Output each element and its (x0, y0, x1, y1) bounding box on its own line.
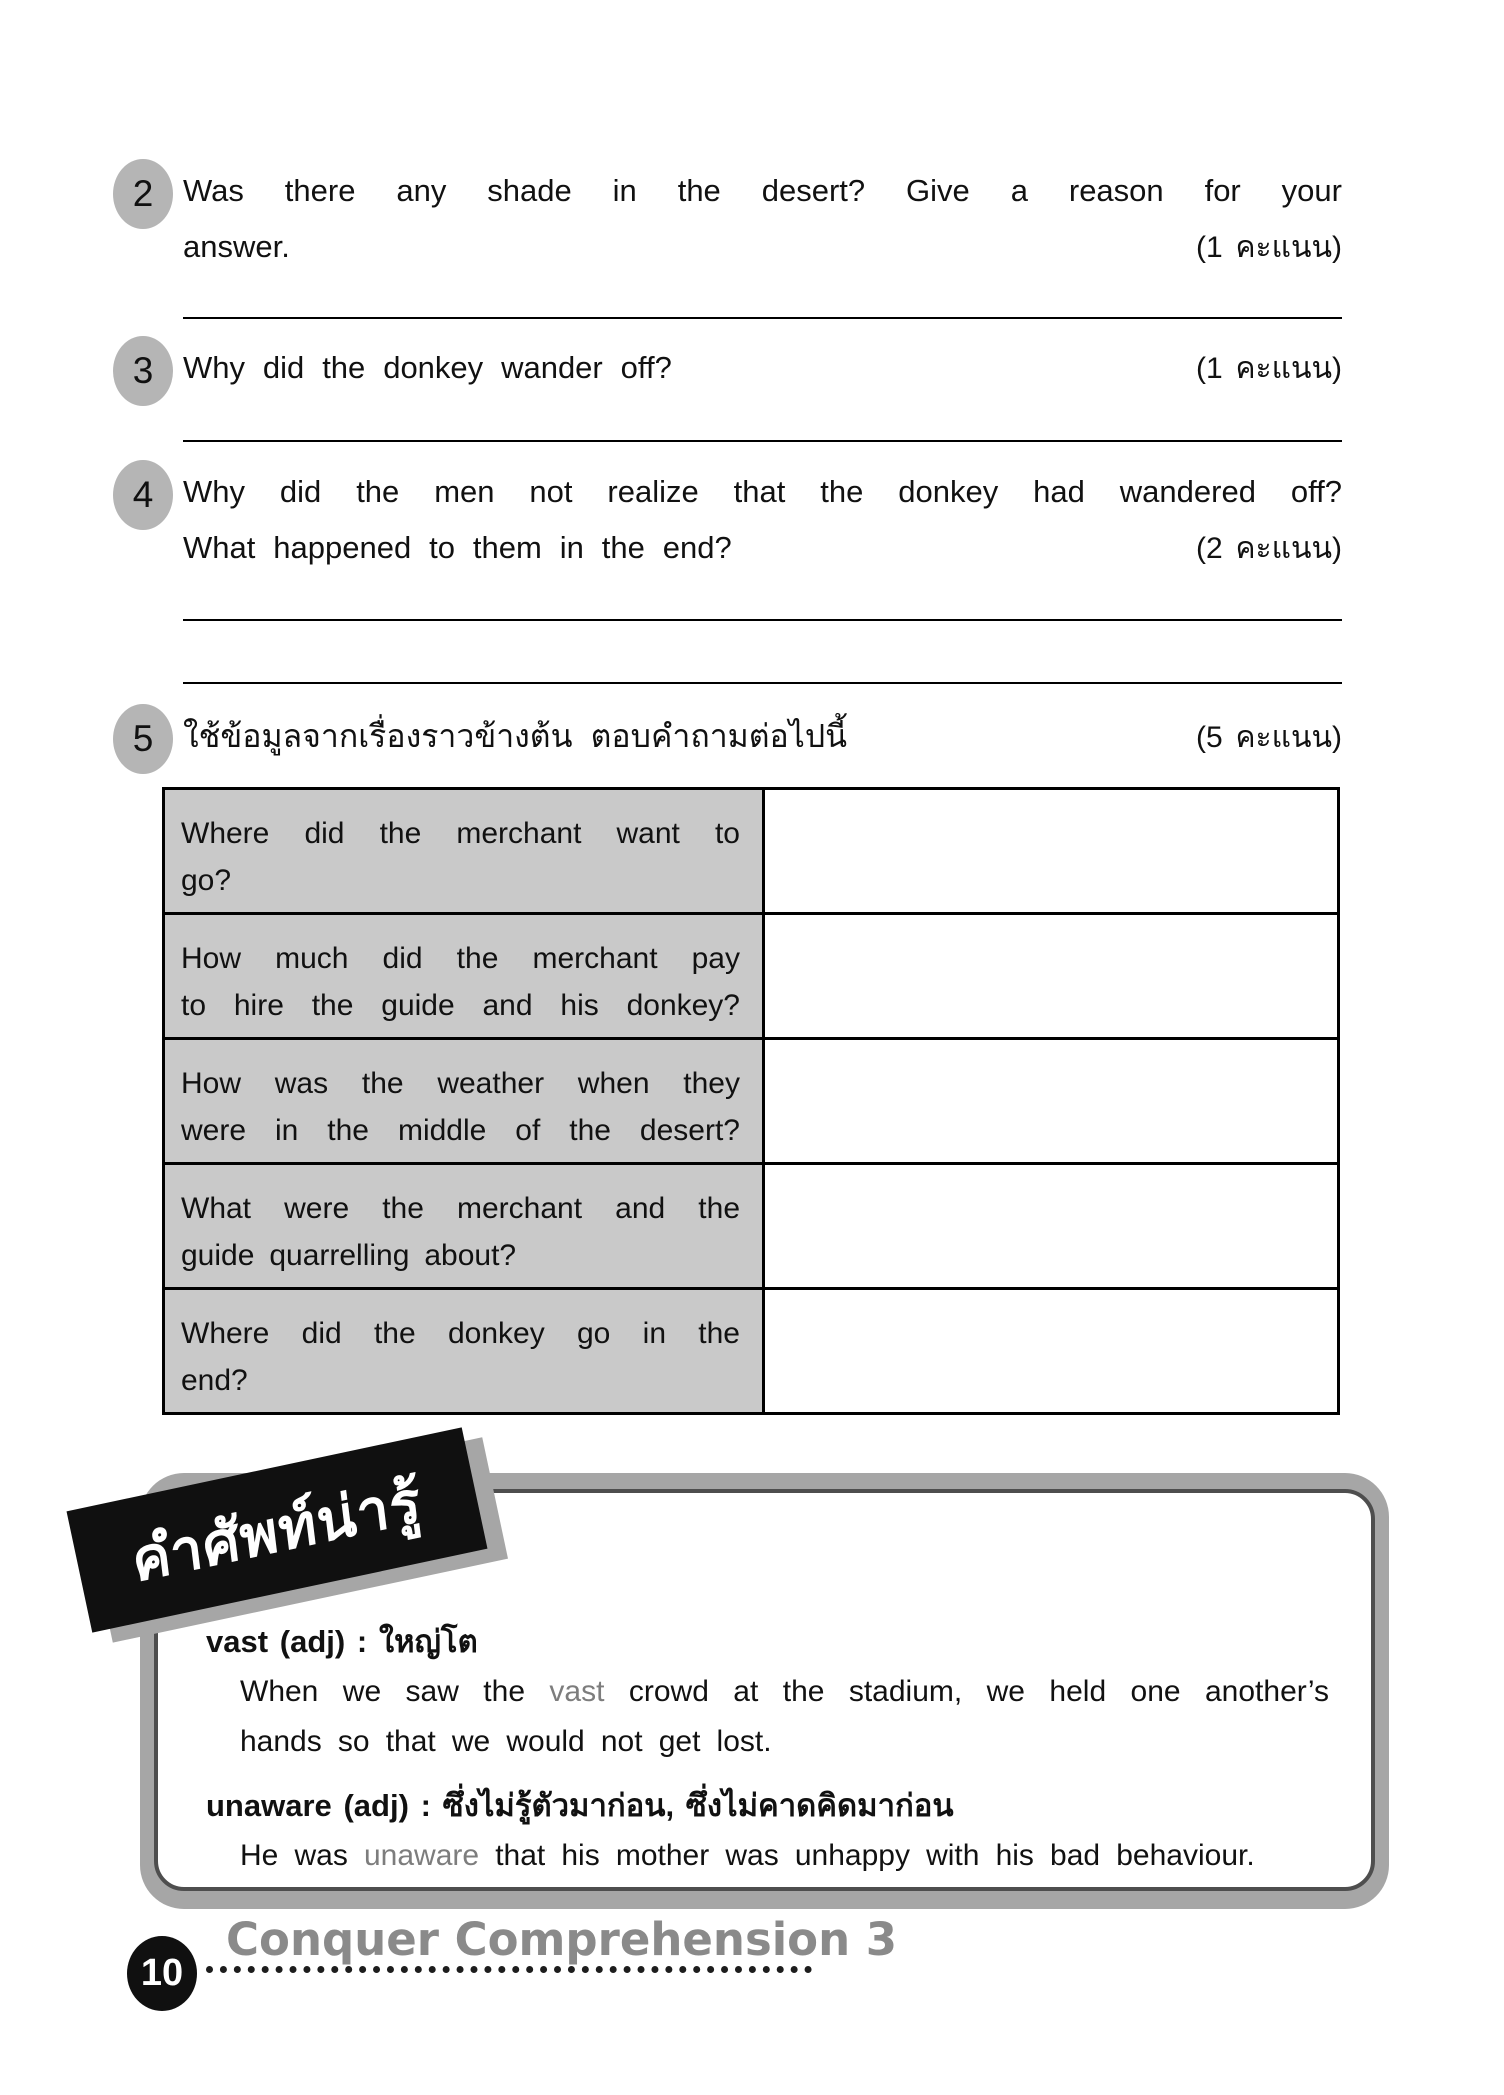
question-cell (164, 1039, 764, 1164)
answer-cell (764, 1289, 1339, 1414)
vocab-banner-title: คำศัพท์น่ารู้ (128, 1465, 426, 1596)
question-4-number-badge: 4 (113, 460, 173, 530)
question-2-number-badge: 2 (113, 159, 173, 229)
question-4-text-line1: Why did the men not realize that the donkey had wandered off? (183, 474, 1342, 509)
question-cell-line1: Where did the donkey go in the (181, 1317, 740, 1350)
question-cell-line2: end? (181, 1364, 248, 1397)
page-number-badge (127, 1936, 197, 2011)
vocab-example-vast (206, 1667, 1329, 1717)
answer-cell (764, 1039, 1339, 1164)
question-2-text-line1: Was there any shade in the desert? Give a reason for your (183, 173, 1342, 208)
question-cell-line2: were in the middle of the desert? (181, 1114, 740, 1147)
vocab-example-vast-line2: hands so that we would not get lost. (240, 1725, 772, 1758)
vocab-headword-unaware: unaware (adj) : ซึ่งไม่รู้ตัวมาก่อน, ซึ่งไม่คาดคิดมาก่อน (206, 1788, 954, 1823)
question-cell (164, 1289, 764, 1414)
question-4 (132, 464, 1342, 576)
example-text: When we saw the (240, 1675, 550, 1708)
question-cell (164, 914, 764, 1039)
example-text: He was (240, 1839, 364, 1872)
question-cell-line2: to hire the guide and his donkey? (181, 989, 740, 1022)
question-5 (132, 708, 1342, 764)
question-cell-line2: go? (181, 864, 232, 897)
highlighted-word: unaware (363, 1839, 480, 1872)
highlighted-word: vast (549, 1675, 605, 1708)
question-cell-line1: What were the merchant and the (181, 1192, 740, 1225)
answer-cell (764, 914, 1339, 1039)
question-3-number-badge: 3 (113, 336, 173, 406)
question-3-score-label: (1 คะแนน) (1195, 352, 1342, 385)
question-4-answer-line-1 (183, 619, 1342, 621)
question-4-answer-line-2 (183, 682, 1342, 684)
question-5-table (162, 787, 1340, 1415)
example-text: crowd at the stadium, we held one another’s (604, 1675, 1329, 1708)
question-cell (164, 1164, 764, 1289)
question-5-text: ใช้ข้อมูลจากเรื่องราวข้างต้น ตอบคำถามต่อไปนี้ (183, 718, 848, 754)
answer-cell (764, 1164, 1339, 1289)
question-5-number-badge: 5 (113, 704, 173, 774)
table-row (164, 789, 1339, 914)
vocab-example-unaware (206, 1831, 1329, 1881)
book-title: Conquer Comprehension 3 (226, 1913, 898, 1966)
question-cell-line2: guide quarrelling about? (181, 1239, 517, 1272)
page-number: 10 (140, 1952, 184, 1994)
example-text: that his mother was unhappy with his bad behaviour. (479, 1839, 1255, 1872)
question-4-text-line2: What happened to them in the end? (183, 530, 732, 565)
table-row (164, 1039, 1339, 1164)
question-2-text-line2: answer. (183, 229, 290, 264)
question-cell-line1: How was the weather when they (181, 1067, 740, 1100)
question-2-score-label: (1 คะแนน) (1195, 231, 1342, 264)
table-row (164, 914, 1339, 1039)
question-5-score-label: (5 คะแนน) (1195, 721, 1342, 754)
question-3-text: Why did the donkey wander off? (183, 350, 672, 385)
question-cell-line1: Where did the merchant want to (181, 817, 740, 850)
question-cell-line1: How much did the merchant pay (181, 942, 740, 975)
question-cell (164, 789, 764, 914)
table-row (164, 1164, 1339, 1289)
answer-cell (764, 789, 1339, 914)
table-row (164, 1289, 1339, 1414)
question-3 (132, 340, 1342, 396)
vocab-headword-vast: vast (adj) : ใหญ่โต (206, 1624, 478, 1659)
question-3-answer-line (183, 440, 1342, 442)
question-2 (132, 163, 1342, 275)
question-4-score-label: (2 คะแนน) (1195, 532, 1342, 565)
dotted-line (206, 1966, 812, 1973)
question-2-answer-line (183, 317, 1342, 319)
